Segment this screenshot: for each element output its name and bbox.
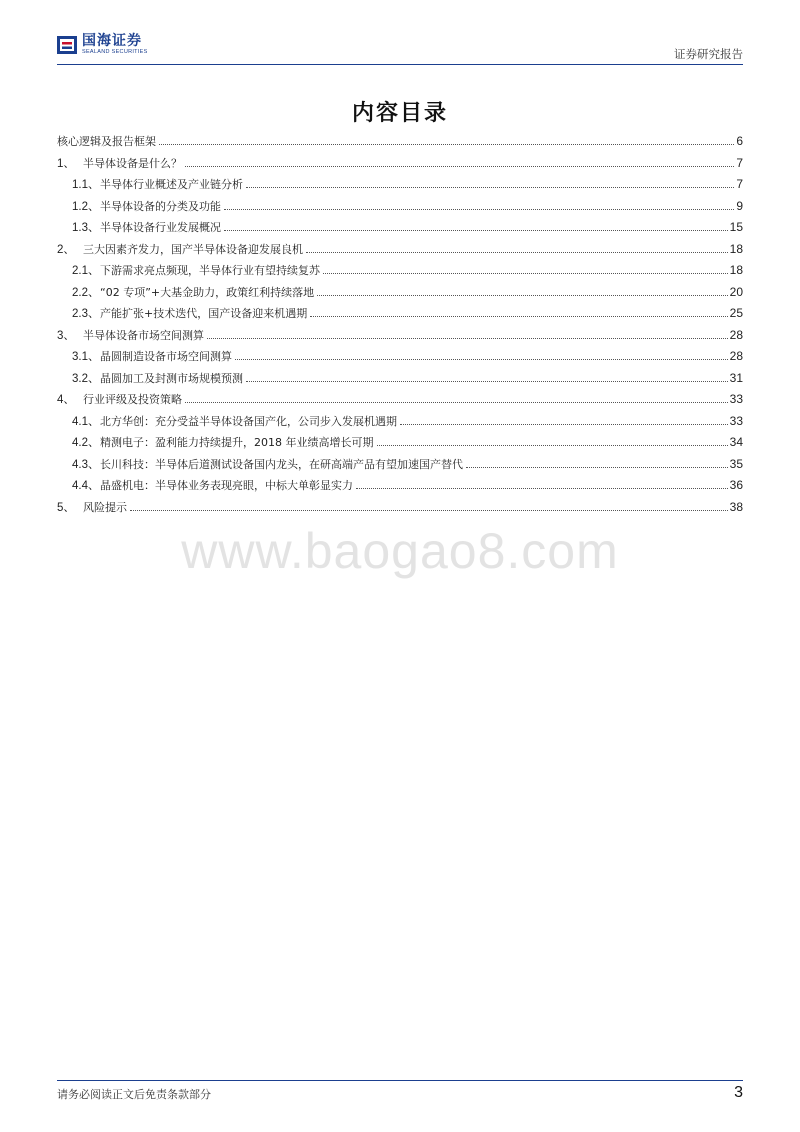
logo-chinese-name: 国海证券: [82, 33, 142, 50]
toc-leader-dots: [323, 272, 728, 274]
report-type-label: 证券研究报告: [674, 47, 743, 61]
toc-entry[interactable]: [57, 284, 743, 306]
toc-entry-page: 28: [729, 349, 743, 363]
toc-entry[interactable]: [57, 499, 743, 521]
toc-entry-number: 2、: [57, 243, 75, 256]
toc-leader-dots: [159, 143, 734, 145]
toc-entry-number: 1.2、: [72, 200, 100, 213]
watermark: www.baogao8.com: [181, 523, 619, 579]
toc-entry-page: 38: [729, 499, 743, 514]
toc-entry-title: 晶圆加工及封测市场规模预测: [100, 371, 243, 385]
toc-entry-title: 行业评级及投资策略: [83, 393, 182, 406]
toc-entry-page: 7: [736, 155, 743, 170]
toc-entry-title: 半导体设备市场空间测算: [83, 328, 204, 342]
toc-entry-title: 下游需求亮点频现，半导体行业有望持续复苏: [100, 264, 320, 277]
toc-entry-page: 35: [729, 456, 743, 471]
sealand-logo-icon: [57, 34, 77, 56]
toc-entry-page: 9: [736, 198, 743, 213]
toc-entry-page: 18: [729, 263, 743, 277]
toc-entry-number: 4、: [57, 394, 75, 406]
toc-leader-dots: [207, 337, 728, 339]
toc-entry[interactable]: [57, 305, 743, 327]
toc-entry-number: 3.1、: [72, 351, 100, 363]
toc-entry-title: 半导体设备行业发展概况: [100, 221, 221, 234]
toc-entry[interactable]: [57, 198, 743, 220]
logo-english-name: SEALAND SECURITIES: [82, 49, 148, 56]
toc-entry[interactable]: [57, 348, 743, 370]
toc-entry-title: 精测电子：盈利能力持续提升，2018 年业绩高增长可期: [100, 436, 374, 449]
toc-entry-number: 1.1、: [72, 179, 100, 191]
toc-entry[interactable]: [57, 370, 743, 392]
toc-leader-dots: [246, 380, 728, 382]
toc-entry[interactable]: [57, 413, 743, 435]
toc-entry-number: 3.2、: [72, 372, 100, 385]
toc-leader-dots: [356, 487, 728, 489]
toc-entry-title: “02 专项”+大基金助力，政策红利持续落地: [100, 285, 315, 299]
toc-entry-title: 风险提示: [83, 500, 127, 514]
toc-entry-number: 1、: [57, 157, 75, 170]
toc-entry-page: 20: [729, 284, 743, 299]
table-of-contents: [57, 133, 743, 520]
footer-divider: [57, 1080, 743, 1081]
toc-leader-dots: [317, 294, 728, 296]
toc-title: 内容目录: [351, 101, 448, 126]
toc-entry-title: 半导体行业概述及产业链分析: [100, 178, 243, 191]
toc-entry[interactable]: [57, 219, 743, 241]
toc-entry[interactable]: [57, 391, 743, 413]
toc-entry-title: 北方华创：充分受益半导体设备国产化，公司步入发展机遇期: [100, 414, 397, 428]
toc-leader-dots: [306, 251, 728, 253]
toc-entry-number: 5、: [57, 501, 75, 514]
company-logo: [57, 34, 148, 56]
toc-leader-dots: [246, 186, 734, 188]
toc-entry[interactable]: [57, 176, 743, 198]
toc-entry-number: 3、: [57, 329, 75, 342]
toc-leader-dots: [224, 208, 734, 210]
toc-leader-dots: [130, 509, 728, 511]
toc-leader-dots: [466, 466, 728, 468]
toc-entry[interactable]: [57, 155, 743, 177]
toc-entry-title: 长川科技：半导体后道测试设备国内龙头，在研高端产品有望加速国产替代: [100, 457, 463, 471]
toc-entry[interactable]: [57, 262, 743, 284]
toc-entry-number: 1.3、: [72, 222, 100, 234]
header-divider: [57, 64, 743, 65]
toc-entry-title: 产能扩张+技术迭代，国产设备迎来机遇期: [100, 307, 308, 320]
toc-entry-number: 2.2、: [72, 286, 100, 299]
toc-entry-title: 晶盛机电：半导体业务表现亮眼，中标大单彰显实力: [100, 479, 353, 492]
toc-leader-dots: [185, 165, 734, 167]
toc-entry-page: 31: [729, 370, 743, 385]
toc-entry-title: 半导体设备的分类及功能: [100, 199, 221, 213]
toc-entry[interactable]: [57, 133, 743, 155]
toc-entry-number: 4.1、: [72, 415, 100, 428]
toc-entry-page: 7: [736, 177, 743, 191]
toc-entry-page: 25: [729, 306, 743, 320]
disclaimer-text: 请务必阅读正文后免责条款部分: [57, 1088, 211, 1101]
toc-leader-dots: [185, 401, 728, 403]
toc-entry-number: 4.4、: [72, 480, 100, 492]
toc-entry-number: 4.2、: [72, 437, 100, 449]
toc-entry-page: 15: [729, 220, 743, 234]
toc-leader-dots: [377, 444, 728, 446]
toc-leader-dots: [400, 423, 728, 425]
toc-entry-page: 34: [729, 435, 743, 449]
toc-entry-page: 36: [729, 478, 743, 492]
toc-entry-number: 2.1、: [72, 265, 100, 277]
toc-entry[interactable]: [57, 434, 743, 456]
toc-entry-title: 三大因素齐发力，国产半导体设备迎发展良机: [83, 242, 303, 256]
toc-leader-dots: [235, 358, 728, 360]
toc-entry-page: 33: [729, 392, 743, 406]
toc-entry-number: 4.3、: [72, 458, 100, 471]
toc-entry-number: 2.3、: [72, 308, 100, 320]
toc-leader-dots: [310, 315, 727, 317]
toc-entry-title: 核心逻辑及报告框架: [57, 135, 156, 148]
page-number: 3: [734, 1084, 743, 1101]
toc-entry-page: 33: [729, 413, 743, 428]
toc-leader-dots: [224, 229, 728, 231]
page-header: [57, 34, 743, 68]
toc-entry[interactable]: [57, 456, 743, 478]
toc-entry-page: 18: [729, 241, 743, 256]
toc-entry-title: 晶圆制造设备市场空间测算: [100, 350, 232, 363]
toc-entry-page: 28: [729, 327, 743, 342]
toc-entry[interactable]: [57, 241, 743, 263]
toc-entry-page: 6: [736, 134, 743, 148]
toc-entry-title: 半导体设备是什么？: [83, 156, 182, 170]
toc-entry[interactable]: [57, 327, 743, 349]
toc-entry[interactable]: [57, 477, 743, 499]
